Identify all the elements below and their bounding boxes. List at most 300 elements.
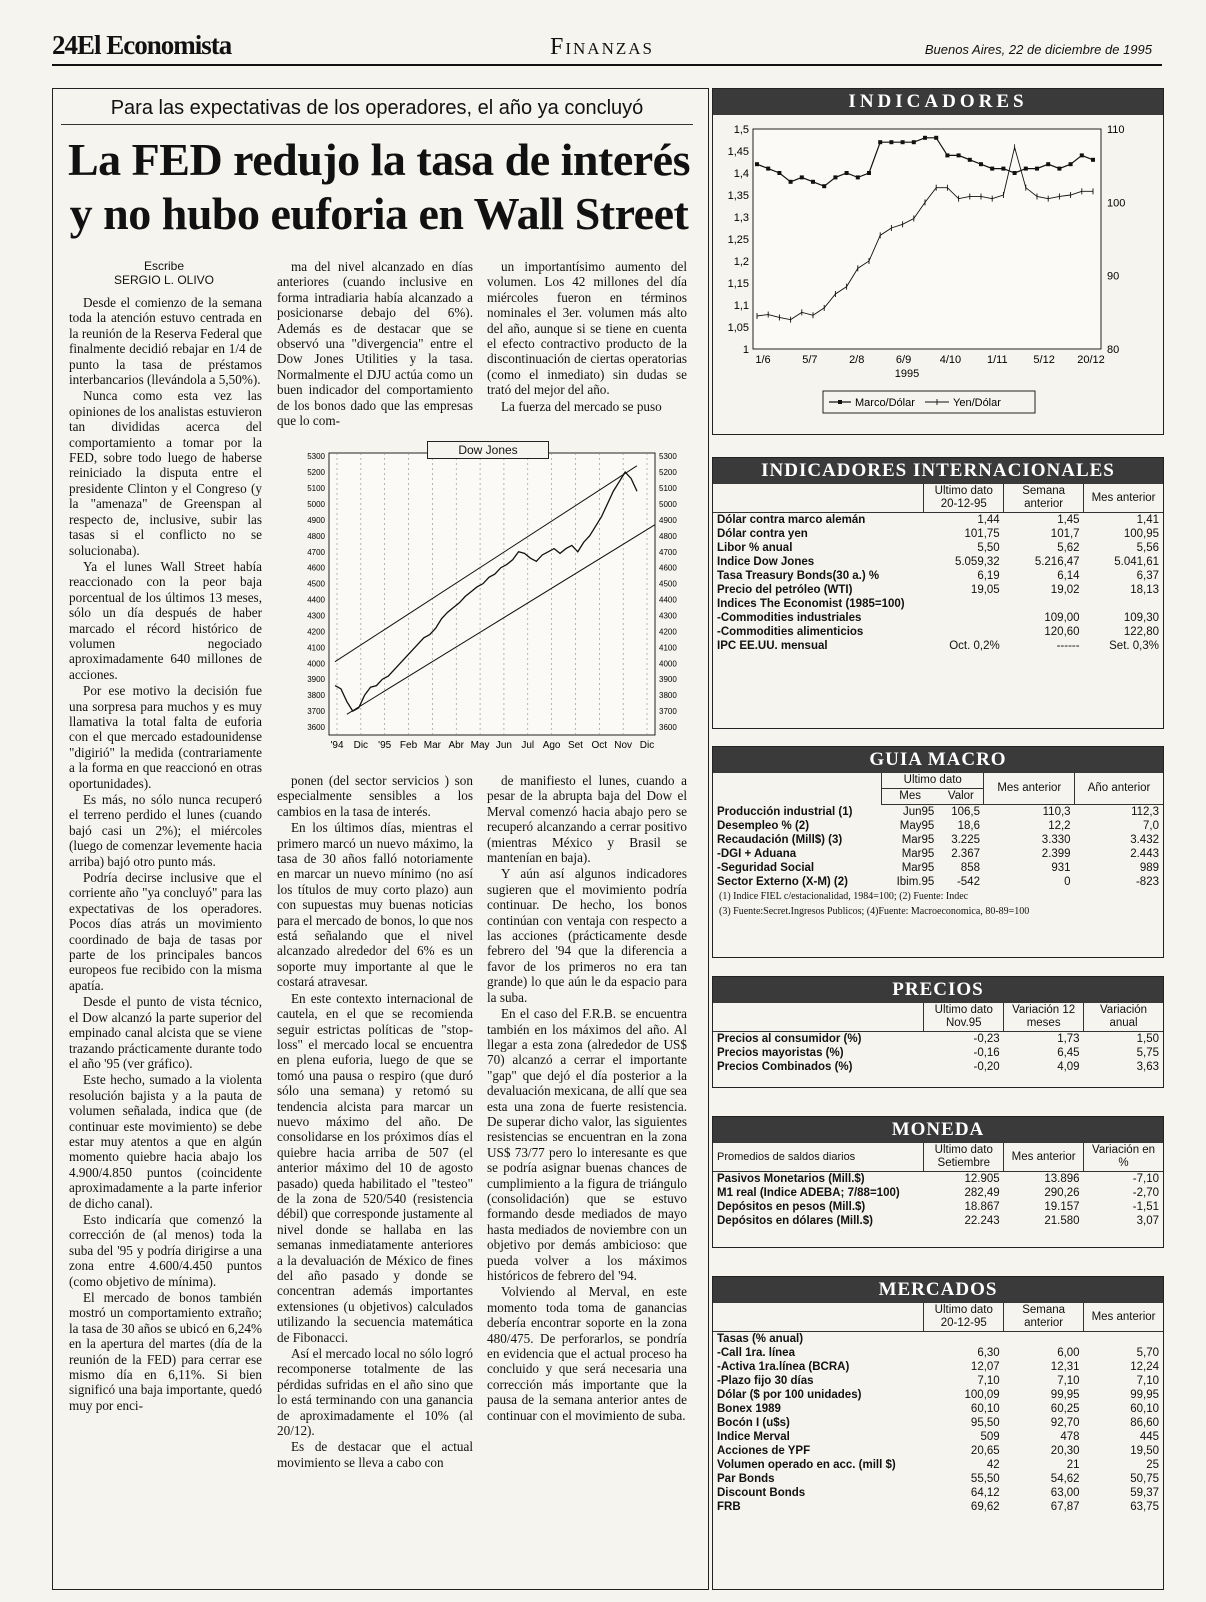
row-label: Producción industrial (1) <box>717 805 853 818</box>
cell-value: -1,51 <box>1132 1201 1159 1213</box>
header-cell <box>713 1003 924 1032</box>
internacionales-title: INDICADORES INTERNACIONALES <box>713 458 1163 484</box>
marco-dolar-point <box>979 162 983 166</box>
row-label: -DGI + Aduana <box>717 848 797 860</box>
cell-value: 19.157 <box>1044 1201 1080 1213</box>
marco-dolar-point <box>822 184 826 188</box>
cell-value: 12,31 <box>1050 1361 1080 1373</box>
plot-area <box>329 453 655 735</box>
plot-area <box>753 129 1101 349</box>
header-row <box>713 773 1163 789</box>
cell-value: 92,70 <box>1050 1417 1080 1429</box>
x-tick-label: 5/7 <box>802 354 818 366</box>
paragraph: En este contexto internacional de cautela, en el que se recomienda seguir estrictas políticas de "stop-loss" el mercado local se encuentra en plena euforia, luego de que se tomó una pausa o respiro (que duró sólo una semana) y retomó su tendencia alcista para marcar un nuevo máximo del año. De consolidarse en los próximos días el quiebre hacia arriba de 507 (el anterior máximo del 10 de agosto pasado) queda habilitado el "testeo" de la zona de 520/540 (resistencia débil) que corresponde justamente al nivel donde se hallaba en las semanas inmediatamente anteriores a la devaluación de México de fines del año pasado y donde se concentran además importantes extensiones (u objetivos) calculados utilizando la secuencia matemática de Fibonacci. <box>277 990 473 1345</box>
cell-value: 2.443 <box>1130 848 1159 860</box>
headline <box>59 133 699 241</box>
marco-dolar-point <box>789 180 793 184</box>
cell-value: -0,20 <box>973 1061 1000 1073</box>
y-tick-label-right: 5300 <box>659 452 677 462</box>
table-row <box>713 1500 1163 1514</box>
table-row <box>713 625 1163 639</box>
cell-value: -0,23 <box>973 1033 1000 1045</box>
cell-value: 6,19 <box>977 570 1000 582</box>
row-label: Indices The Economist (1985=100) <box>717 598 905 610</box>
cell-value: 6,00 <box>1057 1347 1080 1359</box>
row-label: Precios Combinados (%) <box>717 1061 853 1073</box>
cell-value: 109,00 <box>1044 612 1080 624</box>
table-row <box>713 541 1163 555</box>
guia-macro-note-2: (3) Fuente:Secret.Ingresos Publicos; (4)Fuente: Macroeconomica, 80-89=100 <box>719 906 1030 917</box>
paragraph: Es de destacar que el actual movimiento se lleva a cabo con <box>277 1439 473 1470</box>
paragraph: un importantísimo aumento del volumen. Los 42 millones del día miércoles fueron en términos nominales el 3er. volumen más alto del año, aunque si se tiene en cuenta el efecto contractivo producto de la discontinuación de ciertas operatorias (como el inmediato) sin dudas se trató del mejor del año. <box>487 259 687 398</box>
cell-value: 6,30 <box>977 1347 1000 1359</box>
marco-dolar-point <box>833 175 837 179</box>
kicker: Para las expectativas de los operadores, el año ya concluyó <box>61 97 693 125</box>
y-tick-label-right: 4400 <box>659 595 677 605</box>
cell-value: 282,49 <box>964 1187 1000 1199</box>
y-left-tick-label: 1,4 <box>733 168 749 180</box>
y-tick-label-right: 5200 <box>659 468 677 478</box>
mercados-title: MERCADOS <box>713 1277 1163 1303</box>
x-tick-label: 20/12 <box>1077 354 1105 366</box>
cell-value: 99,95 <box>1050 1389 1080 1401</box>
row-label: Volumen operado en acc. (mill $) <box>717 1459 896 1471</box>
marco-dolar-point <box>1046 162 1050 166</box>
paragraph: Podría decirse inclusive que el corriente año "ya concluyó" para las expectativas de los operadores. Pocos días atrás un movimiento coordinado de baja de tasas por parte de los principales bancos europeos fue recibido con la misma apatía. <box>69 870 262 993</box>
cell-value: 120,60 <box>1044 626 1080 638</box>
row-label: Precios al consumidor (%) <box>717 1033 862 1045</box>
marco-dolar-point <box>934 136 938 140</box>
table-row <box>713 513 1163 528</box>
cell-value: 6,37 <box>1136 570 1159 582</box>
headline-line-2: y no hubo euforia en Wall Street <box>69 188 689 239</box>
cell-value: 5.059,32 <box>954 556 1000 568</box>
cell-value: 21.580 <box>1044 1215 1080 1227</box>
paragraph: Este hecho, sumado a la violenta resolución bajista y a la pauta de volumen señalada, indica que (de continuar este movimiento) se debe estar muy atentos a que en algún momento quiebre hacia abajo los 4.900/4.850 puntos (coincidente aproximadamente a la parte inferior de dicho canal). <box>69 1072 262 1211</box>
header-row <box>713 1003 1163 1032</box>
cell-value <box>1004 597 1084 611</box>
row-label: Desempleo % (2) <box>717 820 810 832</box>
paragraph: Esto indicaría que comenzó la corrección de (al menos) toda la suba del '95 y podría dirigirse a una zona entre 4.600/4.450 puntos (como objetivo de mínima). <box>69 1211 262 1289</box>
row-label: -Activa 1ra.línea (BCRA) <box>717 1361 850 1373</box>
cell-value: 12,2 <box>1048 820 1071 832</box>
marco-dolar-point <box>766 167 770 171</box>
paragraph: En el caso del F.R.B. se encuentra también en los máximos del año. Al llegar a esta zona (alrededor de US$ 70) alcanzó a cerrar el importante "gap" que dejó el día posterior a la devaluación mexicana, de allí que sea esta una zona de fuerte resistencia. De superar dicho valor, las siguientes resistencias se encuentran en la zona US$ 73/77 pero lo interesante es que se podría asignar buenas chances de cumplimiento a la figura de triángulo (consolidación) que se estuvo formando desde mediados de mayo hasta mediados de noviembre con un objetivo por demás ambicioso: que pueda volver a los máximos históricos de febrero del '94. <box>487 1006 687 1283</box>
paragraph: Volviendo al Merval, en este momento toda toma de ganancias debería encontrar soporte en la zona 480/475. De perforarlos, se pondría en evidencia que el actual proceso ha concluido y que será necesaria una corrección más importante que la pausa de la semana anterior antes de continuar con el movimiento de suba. <box>487 1284 687 1423</box>
header-cell: Ultimo dato Nov.95 <box>924 1003 1004 1032</box>
y-tick-label-right: 3600 <box>659 723 677 733</box>
marco-dolar-point <box>1091 158 1095 162</box>
x-axis-label: 1995 <box>894 368 920 380</box>
paragraph: Desde el comienzo de la semana toda la atención estuvo centrada en la reunión de la Reserva Federal que finalmente decidió rebajar en 1/4 de punto la tasa de préstamos interbancarios (llevándola a 5,50%). <box>69 295 262 388</box>
cell-value: 3,63 <box>1136 1061 1159 1073</box>
precios-table <box>713 1003 1163 1074</box>
table-row <box>713 639 1163 653</box>
paragraph: Así el mercado local no sólo logró recomponerse totalmente de las pérdidas sufridas en el año sino que lo está terminando con una ganancia de aproximadamente el 10% (al 20/12). <box>277 1346 473 1439</box>
cell-value: 109,30 <box>1123 612 1159 624</box>
cell-value: 478 <box>1060 1431 1080 1443</box>
paragraph: Por ese motivo la decisión fue una sorpresa para muchos y es muy llamativa la total falta de euforia con el que mercado estadounidense "digirió" la medida (contrariamente a la forma en que reaccionó en otras oportunidades). <box>69 683 262 791</box>
cell-value: 64,12 <box>970 1487 1000 1499</box>
header-cell: Mes anterior <box>1084 1303 1163 1332</box>
paragraph: Nunca como esta vez las opiniones de los analistas estuvieron tan divididas acerca del comportamiento a tomar por la FED, sobre todo luego de haberse reiniciado la disputa entre el presidente Clinton y el Congreso (y la "amenaza" de Greenspan al respecto de, inclusive, subir las tasas si el conflicto no se solucionaba). <box>69 388 262 558</box>
cell-value: 110,3 <box>1042 806 1071 818</box>
y-tick-label-left: 4100 <box>307 643 325 653</box>
row-label: FRB <box>717 1501 741 1513</box>
row-label: Dólar contra marco alemán <box>717 514 866 526</box>
y-right-tick-label: 80 <box>1107 344 1120 356</box>
cell-value: 7,0 <box>1143 820 1159 832</box>
cell-value <box>1004 1332 1084 1347</box>
header-cell: Ultimo dato <box>882 773 984 789</box>
cell-value: Mar95 <box>901 848 935 860</box>
cell-value: 3.432 <box>1130 834 1159 846</box>
cell-value: 5,50 <box>977 542 1000 554</box>
row-label: Indice Merval <box>717 1431 790 1443</box>
y-tick-label-right: 4000 <box>659 659 677 669</box>
table-row <box>713 1200 1163 1214</box>
table-row <box>713 611 1163 625</box>
headline-line-1: La FED redujo la tasa de interés <box>67 134 690 185</box>
marco-dolar-point <box>1024 167 1028 171</box>
cell-value <box>924 1332 1004 1347</box>
mercados-table <box>713 1303 1163 1514</box>
cell-value: Mar95 <box>901 834 935 846</box>
marco-dolar-point <box>845 171 849 175</box>
marco-dolar-point <box>945 153 949 157</box>
legend-marco-label: Marco/Dólar <box>855 397 915 409</box>
cell-value: 59,37 <box>1130 1487 1159 1499</box>
cell-value: 100,95 <box>1123 528 1159 540</box>
cell-value: 2.399 <box>1041 848 1071 860</box>
y-left-tick-label: 1,25 <box>727 234 749 246</box>
table-row <box>713 597 1163 611</box>
legend-marco-marker <box>838 400 842 404</box>
row-label: -Call 1ra. línea <box>717 1347 795 1359</box>
y-left-tick-label: 1,15 <box>727 278 749 290</box>
y-tick-label-left: 5000 <box>307 499 325 509</box>
x-tick-label: Abr <box>448 740 465 751</box>
row-label: IPC EE.UU. mensual <box>717 640 828 652</box>
cell-value <box>1084 597 1163 611</box>
row-label: Dólar contra yen <box>717 528 808 540</box>
x-tick-label: Mar <box>423 740 442 751</box>
header-cell: Variación anual <box>1084 1003 1163 1032</box>
cell-value: 7,10 <box>1057 1375 1080 1387</box>
header-cell: Variación 12 meses <box>1004 1003 1084 1032</box>
marco-dolar-point <box>856 175 860 179</box>
y-tick-label-right: 4100 <box>659 643 677 653</box>
cell-value: 100,09 <box>964 1389 1000 1401</box>
paragraph: Desde el punto de vista técnico, el Dow alcanzó la parte superior del empinado canal alcista que se viene trazando prácticamente durante todo el año '95 (ver gráfico). <box>69 994 262 1071</box>
x-tick-label: 1/11 <box>986 354 1008 366</box>
guia-macro-note-1: (1) Indice FIEL c/estacionalidad, 1984=100; (2) Fuente: Indec <box>719 891 969 902</box>
cell-value: 12,24 <box>1130 1361 1159 1373</box>
cell-value: Ibim.95 <box>896 876 935 888</box>
column-2-top <box>277 259 473 429</box>
x-tick-label: 2/8 <box>849 354 865 366</box>
x-tick-label: 6/9 <box>895 354 912 366</box>
table-row <box>713 1032 1163 1047</box>
table-row <box>713 1360 1163 1374</box>
header-cell <box>713 773 882 805</box>
marco-dolar-point <box>878 140 882 144</box>
cell-value: 0 <box>1064 876 1071 888</box>
y-right-tick-label: 110 <box>1107 124 1125 136</box>
x-tick-label: Set <box>567 740 583 751</box>
y-right-tick-label: 100 <box>1107 197 1126 210</box>
cell-value: 12.905 <box>964 1173 1000 1185</box>
cell-value: 122,80 <box>1123 626 1159 638</box>
y-tick-label-left: 3600 <box>307 723 325 733</box>
cell-value: 1,73 <box>1057 1033 1080 1045</box>
cell-value: Mar95 <box>901 862 935 874</box>
y-left-tick-label: 1,35 <box>727 190 749 202</box>
cell-value: 101,75 <box>964 528 1000 540</box>
column-3-bottom <box>487 773 687 1424</box>
y-tick-label-left: 4900 <box>307 515 325 525</box>
cell-value: 7,10 <box>977 1375 1000 1387</box>
cell-value: 6,14 <box>1057 570 1080 582</box>
y-tick-label-left: 4400 <box>307 595 325 605</box>
marco-dolar-point <box>755 162 759 166</box>
guia-macro-table <box>713 773 1163 889</box>
dateline: Buenos Aires, 22 de diciembre de 1995 <box>924 42 1152 57</box>
table-row <box>713 1346 1163 1360</box>
y-tick-label-right: 5100 <box>659 484 677 494</box>
row-label: Bocón I (u$s) <box>717 1417 790 1429</box>
y-tick-label-right: 5000 <box>659 499 677 509</box>
x-tick-label: Nov <box>614 740 633 751</box>
indicadores-box <box>712 88 1164 435</box>
cell-value: 63,75 <box>1130 1501 1159 1513</box>
cell-value: 112,3 <box>1131 806 1159 818</box>
y-tick-label-right: 4300 <box>659 611 677 621</box>
cell-value: 858 <box>960 862 980 874</box>
y-tick-label-left: 4600 <box>307 563 325 573</box>
cell-value: 5,70 <box>1136 1347 1159 1359</box>
table-row <box>713 1430 1163 1444</box>
y-tick-label-right: 4900 <box>659 515 677 525</box>
header-cell: Ultimo dato 20-12-95 <box>924 1303 1004 1332</box>
cell-value: 3,07 <box>1136 1215 1159 1227</box>
table-row <box>713 569 1163 583</box>
x-tick-label: Dic <box>353 740 369 751</box>
marco-dolar-point <box>777 171 781 175</box>
header-cell <box>713 1303 924 1332</box>
row-label: -Commodities alimenticios <box>717 626 864 638</box>
cell-value: -542 <box>956 876 980 888</box>
table-row <box>713 1214 1163 1228</box>
cell-value: -2,70 <box>1132 1187 1159 1199</box>
cell-value: 67,87 <box>1050 1501 1080 1513</box>
x-tick-label: Dic <box>639 740 655 751</box>
cell-value: ------ <box>1056 640 1080 652</box>
table-row <box>713 1060 1163 1074</box>
y-tick-label-left: 3700 <box>307 707 325 717</box>
row-label: Bonex 1989 <box>717 1403 781 1415</box>
cell-value: 13.896 <box>1044 1173 1080 1185</box>
cell-value: May95 <box>899 820 935 832</box>
table-row <box>713 1416 1163 1430</box>
cell-value: -7,10 <box>1132 1173 1159 1185</box>
cell-value: 101,7 <box>1050 528 1080 540</box>
y-tick-label-right: 3800 <box>659 691 677 701</box>
y-tick-label-left: 5300 <box>307 452 325 462</box>
y-tick-label-left: 5200 <box>307 468 325 478</box>
cell-value: Jun95 <box>902 806 935 818</box>
cell-value: 5.216,47 <box>1034 556 1080 568</box>
moneda-title: MONEDA <box>713 1117 1163 1143</box>
byline <box>69 259 259 287</box>
header-cell: Año anterior <box>1075 773 1163 805</box>
cell-value: 5,56 <box>1136 542 1159 554</box>
column-2-bottom <box>277 773 473 1471</box>
cell-value: 1,44 <box>977 514 1000 526</box>
marco-dolar-point <box>1035 167 1039 171</box>
table-row <box>713 1374 1163 1388</box>
paragraph: El mercado de bonos también mostró un comportamiento extraño; la tasa de 30 años se ubicó en 6,24% en la apertura del martes (día de la reunión de la FED) para cerrar ese mismo día en 6,11%. Si bien significó una baja importante, quedó muy por enci- <box>69 1290 262 1413</box>
cell-value: 55,50 <box>970 1473 1000 1485</box>
cell-value: Set. 0,3% <box>1109 640 1159 652</box>
header-cell: Ultimo dato 20-12-95 <box>924 484 1004 513</box>
y-tick-label-left: 3800 <box>307 691 325 701</box>
row-label: -Seguridad Social <box>717 862 815 874</box>
cell-value: 18,13 <box>1130 584 1159 596</box>
y-tick-label-right: 4800 <box>659 531 677 541</box>
cell-value: 25 <box>1146 1459 1159 1471</box>
y-left-tick-label: 1 <box>742 344 749 356</box>
marco-dolar-point <box>901 140 905 144</box>
y-tick-label-left: 5100 <box>307 484 325 494</box>
cell-value: 18.867 <box>964 1201 1000 1213</box>
guia-macro-title: GUIA MACRO <box>713 747 1163 773</box>
indicadores-chart <box>713 115 1161 433</box>
cell-value: 19,02 <box>1050 584 1080 596</box>
cell-value: 20,30 <box>1050 1445 1080 1457</box>
row-label: Libor % anual <box>717 542 793 554</box>
masthead <box>52 30 1162 66</box>
table-row <box>713 583 1163 597</box>
dow-jones-svg <box>277 441 691 761</box>
y-tick-label-left: 4000 <box>307 659 325 669</box>
header-cell: Promedios de saldos diarios <box>713 1143 924 1172</box>
cell-value: 989 <box>1139 862 1159 874</box>
byline-author: SERGIO L. OLIVO <box>113 273 215 287</box>
paragraph: Ya el lunes Wall Street había reaccionado con la peor baja porcentual de los últimos 13 meses, sólo un día después de haber marcado el récord histórico de volumen negociado aproximadamente 640 millones de acciones. <box>69 558 262 682</box>
guia-macro-box <box>712 746 1164 958</box>
table-row <box>713 1172 1163 1187</box>
cell-value: 86,60 <box>1130 1417 1159 1429</box>
x-tick-label: Jul <box>521 740 535 751</box>
paragraph: La fuerza del mercado se puso <box>501 398 662 414</box>
precios-box <box>712 976 1164 1088</box>
cell-value: -0,16 <box>973 1047 1000 1059</box>
table-row <box>713 847 1163 861</box>
paragraph: En los últimos días, mientras el primero marcó un nuevo máximo, la tasa de 30 años falló notoriamente en marcar un nuevo mínimo (no así los títulos de muy corto plazo) aun con supuestas muy buenas noticias para el mercado de bonos, lo que nos está señalando que el nivel alcanzado alrededor del 6% es un soporte muy importante al que le costará atravesar. <box>277 820 473 990</box>
y-left-tick-label: 1,1 <box>733 300 749 312</box>
cell-value: 60,25 <box>1050 1403 1080 1415</box>
header-cell: Variación en % <box>1084 1143 1163 1172</box>
table-row <box>713 1046 1163 1060</box>
y-tick-label-left: 4700 <box>307 547 325 557</box>
cell-value: Oct. 0,2% <box>949 640 1000 652</box>
dow-jones-title: Dow Jones <box>427 441 549 459</box>
row-label: Dólar ($ por 100 unidades) <box>717 1389 862 1401</box>
table-row <box>713 555 1163 569</box>
cell-value: 6,45 <box>1057 1047 1080 1059</box>
y-right-tick-label: 90 <box>1107 270 1120 283</box>
y-tick-label-right: 4500 <box>659 579 677 589</box>
cell-value: 20,65 <box>970 1445 1000 1457</box>
cell-value: 1,41 <box>1136 514 1159 526</box>
x-tick-label: Feb <box>399 740 418 751</box>
table-row <box>713 1444 1163 1458</box>
column-3-top <box>487 259 687 415</box>
row-label: Tasa Treasury Bonds(30 a.) % <box>717 570 880 582</box>
cell-value: 290,26 <box>1044 1187 1080 1199</box>
cell-value: 60,10 <box>1130 1403 1159 1415</box>
cell-value: 1,50 <box>1136 1033 1159 1045</box>
mercados-box <box>712 1276 1164 1590</box>
marco-dolar-point <box>811 180 815 184</box>
header-cell: Semana anterior <box>1004 1303 1084 1332</box>
cell-value <box>924 611 1004 625</box>
header-cell: Mes <box>882 789 939 805</box>
cell-value <box>1084 1332 1163 1347</box>
cell-value: 509 <box>980 1431 1000 1443</box>
internacionales-table <box>713 484 1163 653</box>
header-cell: Mes anterior <box>984 773 1075 805</box>
header-cell: Semana anterior <box>1004 484 1084 513</box>
table-row <box>713 1458 1163 1472</box>
marco-dolar-point <box>1001 167 1005 171</box>
paragraph: ma del nivel alcanzado en días anteriores (cuando inclusive en forma intradiaria había alcanzado a posicionarse debajo del 6%). Además es de destacar que se observó una "divergencia" entre el Dow Jones Utilities y la tasa. Normalmente el DJU actúa como un buen indicador del comportamiento de los bonos dado que las empresas que lo com- <box>277 259 473 429</box>
cell-value: 95,50 <box>970 1417 1000 1429</box>
y-tick-label-left: 4200 <box>307 627 325 637</box>
y-tick-label-left: 4300 <box>307 611 325 621</box>
row-label: Precios mayoristas (%) <box>717 1047 844 1059</box>
y-tick-label-left: 4500 <box>307 579 325 589</box>
table-row <box>713 875 1163 889</box>
section-title: Finanzas <box>550 34 654 60</box>
cell-value: 7,10 <box>1136 1375 1159 1387</box>
column-1 <box>69 295 262 1414</box>
legend-yen-label: Yen/Dólar <box>953 397 1001 409</box>
y-tick-label-right: 3900 <box>659 675 677 685</box>
row-label: Depósitos en dólares (Mill.$) <box>717 1215 873 1227</box>
cell-value: 22.243 <box>964 1215 1000 1227</box>
row-label: Tasas (% anual) <box>717 1333 804 1345</box>
table-row <box>713 805 1163 820</box>
paragraph: ponen (del sector servicios ) son especialmente sensibles a los cambios en la tasa de interés. <box>277 773 473 819</box>
marco-dolar-point <box>1013 171 1017 175</box>
cell-value: 5.041,61 <box>1114 556 1159 568</box>
cell-value: 21 <box>1066 1459 1080 1471</box>
table-row <box>713 1402 1163 1416</box>
y-tick-label-right: 4700 <box>659 547 677 557</box>
header-row <box>713 1303 1163 1332</box>
moneda-box <box>712 1116 1164 1248</box>
x-tick-label: Jun <box>495 740 512 751</box>
cell-value: 60,10 <box>970 1403 1000 1415</box>
cell-value: 445 <box>1139 1431 1159 1443</box>
x-tick-label: 4/10 <box>939 354 962 366</box>
table-row <box>713 819 1163 833</box>
row-label: -Commodities industriales <box>717 612 862 624</box>
cell-value: 5,75 <box>1136 1047 1159 1059</box>
header-cell: Ultimo dato Setiembre <box>924 1143 1004 1172</box>
